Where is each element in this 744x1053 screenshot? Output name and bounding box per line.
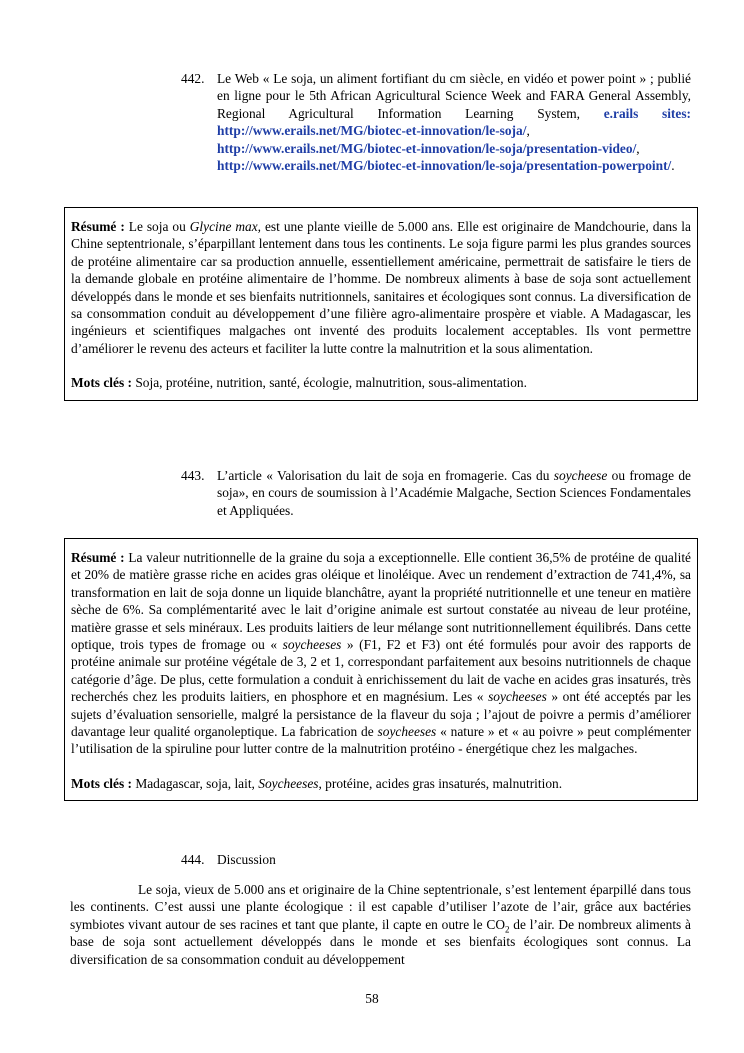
keywords-line — [71, 374, 691, 391]
reference-body: ou fromage de soja», en cours de soumission à l’Académie Malgache, Section Sciences Fondamentales et Appliquées. — [217, 468, 692, 518]
keywords-text: Madagascar, soja, lait, — [131, 775, 259, 791]
abstract-label: Résumé : — [71, 550, 125, 565]
reference-text — [217, 467, 691, 519]
link-le-soja[interactable]: http://www.erails.net/MG/biotec-et-innovation/le-soja/ — [217, 123, 527, 139]
abstract-italic: soycheeses — [282, 637, 342, 653]
abstract-text: » (F1, F2 et F3) ont été formulés pour avoir des rapports de protéine animale sur protéine végétale de 3, 2 et 1, correspondant parfaitement aux besoins nutritionnels de chaque catégorie d’âge. De plus, cette formulation a conduit à enrichissement du lait de vache en acides gras insaturés, très recherchés chez les produits laitiers, en phosphore et en magnésium. Les « — [71, 637, 691, 705]
abstract-label: Résumé : — [71, 219, 125, 234]
abstract-italic: soycheeses — [377, 724, 437, 740]
section-444 — [181, 851, 691, 868]
abstract-text: » ont été acceptés par les sujets d’évaluation sensorielle, malgré la persistance de la flaveur du soja ; l’ajout de poivre a permis d’améliorer davantage leur qualité organoleptique. La fabrication de — [71, 689, 691, 740]
section-number: 444. — [181, 852, 205, 867]
abstract-text: est une plante vieille de 5.000 ans. Elle est originaire de Mandchourie, dans la Chine septentrionale, s’éparpillant lentement dans tous les continents. Le soja figure parmi les plus grandes sources de protéine alimentaire car sa production annuelle, essentiellement américaine, permettrait de satisfaire le tiers de la demande globale en protéine alimentaire de l’homme. De nombreux aliments à base de soja sont actuellement développés dans le monde et ses bienfaits nutritionnels, sanitaires et écologiques sont connus. La diversification de sa consommation conduit au développement d’une filière agro-alimentaire prospère et viable. A Madagascar, les ingénieurs et scientifiques malgaches ont inventé des produits localement acceptables. Ils vont permettre d’améliorer le revenu des acteurs et faciliter la lutte contre la malnutrition et la sous alimentation. — [71, 219, 691, 356]
discussion-paragraph — [70, 881, 691, 968]
keywords-label: Mots clés : — [71, 375, 132, 391]
keywords-text: Soja, protéine, nutrition, santé, écologie, malnutrition, sous-alimentation. — [131, 375, 527, 391]
keywords-line — [71, 775, 691, 792]
abstract-paragraph — [71, 218, 691, 357]
reference-body: Le Web « Le soja, un aliment fortifiant du cm siècle, en vidéo et power point » ; publié en ligne pour le 5th African Agricultural Science Week and FARA General Assembly, Regional Agricultural Information Learning System, — [217, 71, 691, 121]
abstract-box-1 — [64, 207, 698, 401]
species-name: Glycine max, — [189, 219, 262, 234]
reference-number: 442. — [181, 71, 205, 86]
keywords-italic: Soycheeses — [258, 775, 319, 791]
subscript: 2 — [505, 924, 510, 935]
reference-text: Le Web « Le soja, un aliment fortifiant du cm siècle, en vidéo et power point » ; publié en ligne pour le 5th African Agricultural Science Week and FARA General Assembly, Regional Agricultural Information Learning System, e.rails sites: http://www.erails.net/MG/biotec-et-innovation/le-soja/, http://www.erails.net/MG/biotec-et-innovation/le-soja/presentation-video/, http://www.erails.net/MG/biotec-et-innovation/le-soja/presentation-powerpoint/. — [217, 71, 692, 174]
sites-label: e.rails sites: — [603, 105, 692, 121]
link-presentation-video[interactable]: http://www.erails.net/MG/biotec-et-innovation/le-soja/presentation-video/ — [217, 140, 637, 156]
abstract-text: « nature » et « au poivre » peut complémenter l’utilisation de la spiruline pour lutter contre de la malnutrition protéino - énergétique chez les malgaches. — [71, 724, 691, 757]
abstract-box-2 — [64, 538, 698, 801]
page-number: 58 — [365, 991, 379, 1006]
keywords-text: , protéine, acides gras insaturés, malnutrition. — [318, 775, 563, 791]
reference-443 — [181, 467, 691, 519]
reference-442 — [181, 70, 691, 174]
reference-body: L’article « Valorisation du lait de soja en fromagerie. Cas du — [217, 468, 554, 483]
keywords-label: Mots clés : — [71, 775, 132, 791]
link-presentation-powerpoint[interactable]: http://www.erails.net/MG/biotec-et-innovation/le-soja/presentation-powerpoint/ — [217, 158, 672, 174]
discussion-body: Le soja, vieux de 5.000 ans et originaire de la Chine septentrionale, s’est lentement éparpillé dans tous les continents. C’est aussi une plante écologique : il est capable d’utiliser l’azote de l’air, grâce aux bactéries symbiotes vivant autour de ses racines et tant que plante, il capte en outre le CO — [70, 882, 691, 932]
abstract-paragraph — [71, 549, 691, 758]
discussion-body: de l’air. De nombreux aliments à base de soja sont actuellement développés dans le monde et ses bienfaits écologiques sont connus. La diversification de sa consommation conduit au développement — [70, 916, 692, 967]
abstract-text: Le soja ou — [124, 219, 190, 234]
reference-italic: soycheese — [553, 468, 608, 483]
reference-number: 443. — [181, 468, 205, 483]
discussion-text — [70, 881, 691, 968]
section-title: Discussion — [217, 852, 276, 867]
abstract-italic: soycheeses — [488, 689, 547, 705]
abstract-text: La valeur nutritionnelle de la graine du soja a exceptionnelle. Elle contient 36,5% de protéine de qualité et 20% de matière grasse riche en acides gras oléique et linoléique. Avec un rendement d’extraction de 741,4%, sa transformation en lait de soja donne un liquide blanchâtre, ayant la propriété nutritionnelle et une teneur en matière sèche de 6%. Sa complémentarité avec le lait d’origine animale est surtout constatée au niveau de leur protéine, matière grasse et sels minéraux. Les produits laitiers de leur mélange sont nutritionnellement équilibrés. Dans cette optique, trois types de fromage ou « — [71, 550, 691, 653]
